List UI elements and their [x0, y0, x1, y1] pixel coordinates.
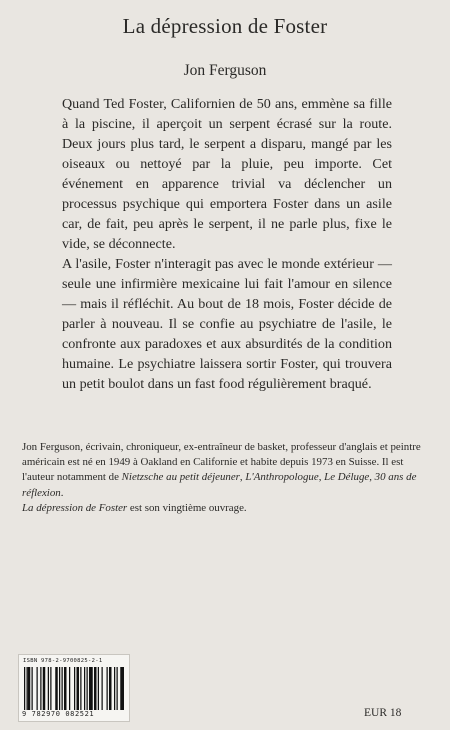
- barcode-bar: [37, 667, 38, 710]
- bio-end: .: [60, 486, 64, 499]
- author-bio: [22, 440, 422, 516]
- barcode-bar: [40, 667, 41, 710]
- barcode-bar: [74, 667, 75, 710]
- barcode-bar: [109, 667, 112, 710]
- bio-sep-1: ,: [239, 471, 246, 484]
- barcode-bar: [80, 667, 81, 710]
- bio-work-4: 30 ans de réflexion: [22, 471, 417, 499]
- bio-sep-3: ,: [369, 471, 375, 484]
- barcode-bar: [117, 667, 118, 710]
- barcode-bar: [107, 667, 108, 710]
- barcode-bar: [55, 667, 58, 710]
- barcode-bar: [102, 667, 103, 710]
- barcode-bar: [62, 667, 63, 710]
- bio-work-3: Le Déluge: [324, 471, 370, 484]
- barcode-bars: [24, 667, 124, 710]
- bio-sep-2: ,: [318, 471, 325, 484]
- blurb-paragraph-1: Quand Ted Foster, Californien de 50 ans, emmène sa fille à la piscine, il aperçoit un serpent écrasé sur la route. Deux jours plus tard, le serpent a disparu, mangé par les oiseaux ou nettoyé par la pluie, peu importe. Cet événement en apparence trivial va déclencher un processus psychique qui emportera Foster dans un asile car, de fait, peu après le serpent, il ne parle plus, fixe le vide, se déconnecte.: [62, 96, 392, 252]
- book-author: Jon Ferguson: [183, 62, 267, 79]
- bio-ouvrage-line: [22, 501, 422, 516]
- barcode-bar: [94, 667, 97, 710]
- book-title: La dépression de Foster: [122, 14, 328, 38]
- barcode-bar: [50, 667, 51, 710]
- barcode-bar: [24, 667, 25, 710]
- barcode-bar: [89, 667, 93, 710]
- bio-book-title: La dépression de Foster: [22, 501, 128, 514]
- back-cover-blurb: [62, 94, 392, 394]
- barcode-bar: [64, 667, 67, 710]
- barcode-bar: [69, 667, 70, 710]
- barcode-bar: [28, 667, 31, 710]
- barcode-bar: [87, 667, 88, 710]
- bio-ouvrage-rest: est son vingtième ouvrage.: [127, 501, 247, 514]
- price-label: EUR 18: [364, 707, 402, 719]
- bio-intro: Jon Ferguson, écrivain, chroniqueur, ex-entraîneur de basket, professeur d'anglais et peintre américain est né en 1949 à Oakland en Californie et habite depuis 1973 en Suisse. Il est l'auteur notamment de: [22, 441, 421, 484]
- barcode-bar: [27, 667, 28, 710]
- barcode-bar: [77, 667, 80, 710]
- barcode-bar: [43, 667, 46, 710]
- barcode-bar: [59, 667, 60, 710]
- barcode-bar: [98, 667, 99, 710]
- bio-work-2: L'Anthropologue: [245, 471, 319, 484]
- blurb-paragraph-2: A l'asile, Foster n'interagit pas avec le monde extérieur — seule une infirmière mexicaine lui fait l'amour en silence — mais il réfléchit. Au bout de 18 mois, Foster décide de parler à nouveau. Il se confie au psychiatre de l'asile, le confronte aux paradoxes et aux absurdités de la condition humaine. Le psychiatre laissera sortir Foster, qui trouvera un petit boulot dans un fast food régulièrement braqué.: [62, 256, 392, 392]
- barcode-bar: [114, 667, 115, 710]
- barcode-bar: [120, 667, 124, 710]
- ean-digits: 9 782970 082521: [22, 710, 95, 718]
- isbn-number: ISBN 978-2-9700825-2-1: [23, 658, 103, 664]
- author-bio-paragraph: [22, 440, 422, 501]
- barcode-bar: [84, 667, 85, 710]
- bio-work-1: Nietzsche au petit déjeuner: [121, 471, 240, 484]
- barcode-bar: [48, 667, 49, 710]
- barcode-bar: [32, 667, 33, 710]
- barcode-box: [18, 654, 130, 722]
